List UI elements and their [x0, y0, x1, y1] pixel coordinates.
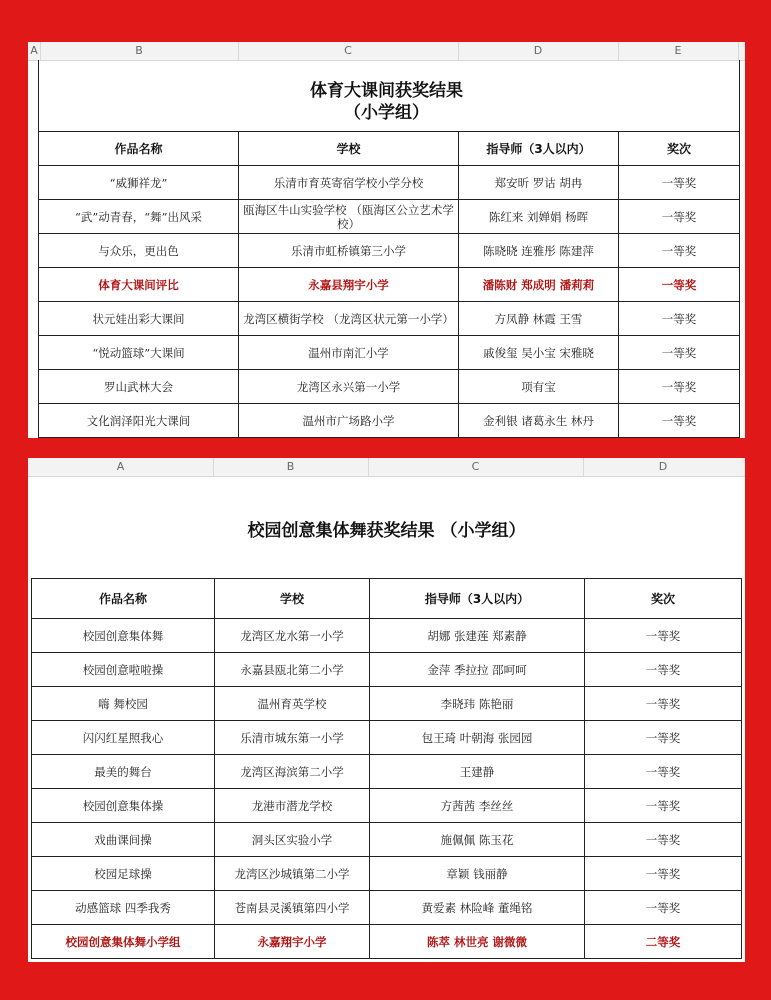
page-title: 体育大课间获奖结果	[310, 81, 463, 101]
table-row	[39, 166, 740, 200]
awards-table-1	[38, 131, 740, 438]
cell-teachers[interactable]: 包王琦 叶朝海 张园园	[370, 721, 585, 755]
cell-school[interactable]: 龙湾区永兴第一小学	[239, 370, 459, 404]
table-row	[32, 755, 742, 789]
cell-school[interactable]: 瓯海区牛山实验学校 （瓯海区公立艺术学校）	[239, 200, 459, 234]
header-school[interactable]: 学校	[239, 132, 459, 166]
cell-school[interactable]: 温州育英学校	[215, 687, 370, 721]
cell-school[interactable]: 苍南县灵溪镇第四小学	[215, 891, 370, 925]
table-row	[39, 302, 740, 336]
cell-school[interactable]: 温州市广场路小学	[239, 404, 459, 438]
table-row	[39, 234, 740, 268]
column-header-bar	[28, 42, 745, 61]
header-award[interactable]: 奖次	[585, 579, 742, 619]
cell-work[interactable]: 状元娃出彩大课间	[39, 302, 239, 336]
cell-award[interactable]: 一等奖	[585, 891, 742, 925]
cell-work[interactable]: 动感篮球 四季我秀	[32, 891, 215, 925]
cell-award[interactable]: 一等奖	[619, 336, 740, 370]
header-school[interactable]: 学校	[215, 579, 370, 619]
cell-work[interactable]: 体育大课间评比	[39, 268, 239, 302]
cell-work[interactable]: 校园创意啦啦操	[32, 653, 215, 687]
cell-work[interactable]: 戏曲课间操	[32, 823, 215, 857]
cell-school[interactable]: 乐清市虹桥镇第三小学	[239, 234, 459, 268]
cell-work[interactable]: 文化润泽阳光大课间	[39, 404, 239, 438]
table-row	[32, 687, 742, 721]
cell-award[interactable]: 一等奖	[619, 404, 740, 438]
table-row	[39, 370, 740, 404]
table-row	[32, 823, 742, 857]
cell-school[interactable]: 龙湾区海滨第二小学	[215, 755, 370, 789]
cell-work[interactable]: 校园创意集体舞小学组	[32, 925, 215, 959]
cell-work[interactable]: 校园创意集体操	[32, 789, 215, 823]
column-header-d[interactable]: D	[533, 44, 543, 57]
awards-table-2	[31, 578, 742, 959]
table-row	[32, 721, 742, 755]
cell-award[interactable]: 一等奖	[585, 823, 742, 857]
cell-teachers[interactable]: 郑安昕 罗诂 胡冉	[459, 166, 619, 200]
column-header-a[interactable]: A	[116, 460, 125, 473]
table-row-highlighted	[32, 925, 742, 959]
column-header-bar	[28, 458, 745, 477]
cell-teachers[interactable]: 戚俊玺 吴小宝 宋雅晓	[459, 336, 619, 370]
cell-work[interactable]: 闪闪红星照我心	[32, 721, 215, 755]
cell-teachers[interactable]: 金利银 诸葛永生 林丹	[459, 404, 619, 438]
cell-work[interactable]: 校园创意集体舞	[32, 619, 215, 653]
cell-teachers[interactable]: 施佩佩 陈玉花	[370, 823, 585, 857]
cell-award[interactable]: 一等奖	[619, 268, 740, 302]
cell-award[interactable]: 一等奖	[585, 789, 742, 823]
cell-teachers[interactable]: 金萍 季拉拉 邵呵呵	[370, 653, 585, 687]
cell-award[interactable]: 一等奖	[619, 302, 740, 336]
cell-award[interactable]: 一等奖	[585, 687, 742, 721]
cell-work[interactable]: “威狮祥龙”	[39, 166, 239, 200]
cell-school[interactable]: 龙湾区龙水第一小学	[215, 619, 370, 653]
cell-teachers[interactable]: 方凤静 林霞 王雪	[459, 302, 619, 336]
header-award[interactable]: 奖次	[619, 132, 740, 166]
cell-school[interactable]: 洞头区实验小学	[215, 823, 370, 857]
column-header-b[interactable]: B	[135, 44, 143, 57]
cell-work[interactable]: 最美的舞台	[32, 755, 215, 789]
cell-school[interactable]: 乐清市城东第一小学	[215, 721, 370, 755]
header-teachers[interactable]: 指导师（3人以内）	[459, 132, 619, 166]
column-header-c[interactable]: C	[344, 44, 352, 57]
cell-award[interactable]: 一等奖	[619, 234, 740, 268]
table-row-highlighted	[39, 268, 740, 302]
column-header-a[interactable]: A	[30, 44, 38, 57]
column-header-e[interactable]: E	[674, 44, 682, 57]
header-teachers[interactable]: 指导师（3人以内）	[370, 579, 585, 619]
cell-award[interactable]: 一等奖	[619, 370, 740, 404]
table-header-row	[32, 579, 742, 619]
cell-school[interactable]: 温州市南汇小学	[239, 336, 459, 370]
page-title: 校园创意集体舞获奖结果 （小学组）	[247, 521, 526, 541]
cell-school[interactable]: 永嘉县瓯北第二小学	[215, 653, 370, 687]
cell-work[interactable]: “武”动青春，“舞”出风采	[39, 200, 239, 234]
spreadsheet-panel-sports-break	[28, 42, 745, 438]
cell-work[interactable]: 校园足球操	[32, 857, 215, 891]
cell-school[interactable]: 永嘉县翔宇小学	[239, 268, 459, 302]
table-row	[32, 619, 742, 653]
table-header-row	[39, 132, 740, 166]
cell-school[interactable]: 乐清市育英寄宿学校小学分校	[239, 166, 459, 200]
cell-teachers[interactable]: 潘陈财 郑成明 潘莉莉	[459, 268, 619, 302]
spreadsheet-panel-group-dance	[28, 458, 745, 962]
cell-work[interactable]: 嗨 舞校园	[32, 687, 215, 721]
table-row	[39, 404, 740, 438]
cell-teachers[interactable]: 李晓玮 陈艳丽	[370, 687, 585, 721]
cell-school[interactable]: 龙湾区横街学校 （龙湾区状元第一小学）	[239, 302, 459, 336]
cell-school[interactable]: 龙港市潜龙学校	[215, 789, 370, 823]
cell-teachers[interactable]: 陈萃 林世亮 谢微微	[370, 925, 585, 959]
table-row	[32, 857, 742, 891]
cell-school[interactable]: 龙湾区沙城镇第二小学	[215, 857, 370, 891]
table-row	[32, 653, 742, 687]
column-header-d[interactable]: D	[658, 460, 668, 473]
cell-award[interactable]: 一等奖	[619, 200, 740, 234]
column-header-b[interactable]: B	[286, 460, 295, 473]
cell-teachers[interactable]: 胡娜 张建莲 郑素静	[370, 619, 585, 653]
cell-work[interactable]: “悦动篮球”大课间	[39, 336, 239, 370]
cell-award[interactable]: 一等奖	[585, 653, 742, 687]
column-header-c[interactable]: C	[471, 460, 480, 473]
cell-award[interactable]: 一等奖	[585, 619, 742, 653]
table-row	[32, 789, 742, 823]
table-row	[39, 200, 740, 234]
cell-teachers[interactable]: 陈红来 刘婵娟 杨晖	[459, 200, 619, 234]
cell-award[interactable]: 一等奖	[619, 166, 740, 200]
cell-award[interactable]: 一等奖	[585, 857, 742, 891]
cell-teachers[interactable]: 方茜茜 李丝丝	[370, 789, 585, 823]
table-row	[39, 336, 740, 370]
cell-award[interactable]: 一等奖	[585, 721, 742, 755]
cell-award[interactable]: 一等奖	[585, 755, 742, 789]
header-work[interactable]: 作品名称	[39, 132, 239, 166]
cell-work[interactable]: 与众乐，更出色	[39, 234, 239, 268]
cell-teachers[interactable]: 章颖 钱丽静	[370, 857, 585, 891]
cell-teachers[interactable]: 项有宝	[459, 370, 619, 404]
header-work[interactable]: 作品名称	[32, 579, 215, 619]
cell-teachers[interactable]: 陈晓晓 连雅彤 陈建萍	[459, 234, 619, 268]
cell-teachers[interactable]: 黄爱素 林险峰 董绳铭	[370, 891, 585, 925]
cell-teachers[interactable]: 王建静	[370, 755, 585, 789]
cell-school[interactable]: 永嘉翔宇小学	[215, 925, 370, 959]
cell-work[interactable]: 罗山武林大会	[39, 370, 239, 404]
page-subtitle: （小学组）	[344, 103, 429, 123]
table-row	[32, 891, 742, 925]
cell-award[interactable]: 二等奖	[585, 925, 742, 959]
table-row-partial	[39, 438, 740, 439]
